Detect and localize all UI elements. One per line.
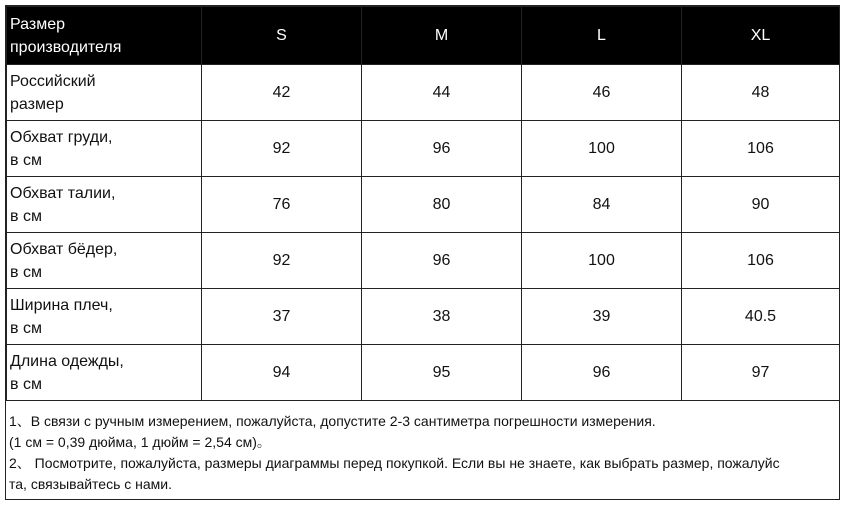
row-label-line: в см	[10, 207, 42, 225]
table-cell: 95	[362, 345, 522, 401]
table-cell: 84	[522, 177, 682, 233]
note-line: 2、 Посмотрите, пожалуйста, размеры диаграммы перед покупкой. Если вы не знаете, как выбрать размер, пожалуйс	[9, 455, 780, 471]
table-cell: 44	[362, 65, 522, 121]
size-chart	[5, 5, 840, 500]
table-cell: 38	[362, 289, 522, 345]
table-cell: 97	[682, 345, 840, 401]
row-label	[7, 121, 202, 177]
table-cell: 96	[522, 345, 682, 401]
row-label-line: Обхват бёдер,	[10, 240, 118, 258]
row-label-line: в см	[10, 319, 42, 337]
row-label-line: Длина одежды,	[10, 352, 124, 370]
size-header-m: M	[362, 7, 522, 65]
table-cell: 100	[522, 233, 682, 289]
table-header-row	[7, 7, 840, 65]
row-label-line: в см	[10, 263, 42, 281]
row-label-line: Обхват талии,	[10, 184, 116, 202]
note-line: (1 см = 0,39 дюйма, 1 дюйм = 2,54 см)。	[9, 434, 271, 450]
table-row	[7, 233, 840, 289]
table-cell: 40.5	[682, 289, 840, 345]
table-cell: 39	[522, 289, 682, 345]
table-cell: 96	[362, 233, 522, 289]
table-cell: 46	[522, 65, 682, 121]
row-label-line: Ширина плеч,	[10, 296, 113, 314]
row-label	[7, 65, 202, 121]
table-row	[7, 345, 840, 401]
header-label-cell	[7, 7, 202, 65]
header-label-line: производителя	[10, 38, 122, 56]
row-label	[7, 233, 202, 289]
table-cell: 76	[202, 177, 362, 233]
size-header-l: L	[522, 7, 682, 65]
table-cell: 37	[202, 289, 362, 345]
table-cell: 42	[202, 65, 362, 121]
table-row	[7, 65, 840, 121]
header-label-line: Размер	[10, 15, 65, 33]
row-label-line: Обхват груди,	[10, 128, 113, 146]
table-cell: 48	[682, 65, 840, 121]
row-label-line: в см	[10, 375, 42, 393]
table-cell: 96	[362, 121, 522, 177]
row-label	[7, 177, 202, 233]
size-table	[6, 6, 840, 401]
table-cell: 92	[202, 233, 362, 289]
table-row	[7, 289, 840, 345]
row-label-line: размер	[10, 95, 64, 113]
note-line: та, связывайтесь с нами.	[9, 476, 173, 492]
table-cell: 100	[522, 121, 682, 177]
table-row	[7, 177, 840, 233]
notes-section	[6, 403, 839, 499]
row-label	[7, 345, 202, 401]
table-cell: 106	[682, 121, 840, 177]
table-cell: 106	[682, 233, 840, 289]
row-label-line: Российский	[10, 72, 96, 90]
row-label-line: в см	[10, 151, 42, 169]
table-row	[7, 121, 840, 177]
row-label	[7, 289, 202, 345]
table-cell: 92	[202, 121, 362, 177]
size-header-s: S	[202, 7, 362, 65]
table-cell: 90	[682, 177, 840, 233]
table-cell: 80	[362, 177, 522, 233]
note-line: 1、В связи с ручным измерением, пожалуйста, допустите 2-3 сантиметра погрешности измерения.	[9, 413, 656, 429]
size-header-xl: XL	[682, 7, 840, 65]
table-cell: 94	[202, 345, 362, 401]
